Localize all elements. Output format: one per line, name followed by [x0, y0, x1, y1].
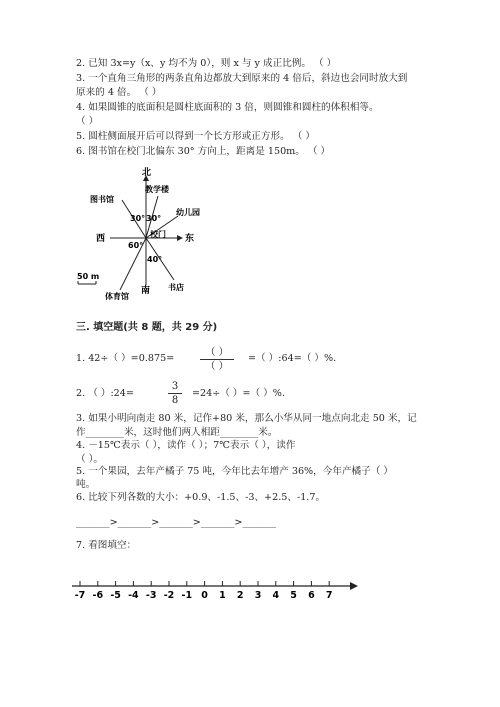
- number-line-label: -5: [110, 590, 121, 601]
- number-line-label: -7: [74, 590, 86, 601]
- judge-q4-line2: （ ）: [76, 116, 99, 127]
- fill-q2-denominator: 8: [171, 395, 179, 406]
- fill-q7: 7. 看图填空：: [76, 540, 137, 551]
- fill-q1-numerator: （ ）: [205, 347, 229, 358]
- number-line-label: -4: [128, 590, 139, 601]
- number-line-label: 6: [308, 590, 315, 601]
- number-line-label: -1: [181, 590, 193, 601]
- fill-q1-fraction: [200, 347, 234, 372]
- angle-40: 40°: [147, 255, 163, 264]
- fill-q2-numerator: 3: [171, 381, 179, 392]
- label-south: 南: [141, 286, 151, 296]
- judge-q6: 6. 图书馆在校门北偏东 30° 方向上，距离是 150m。 （ ）: [76, 146, 331, 157]
- fill-q6-blanks: _______>_______>_______>_______>_______: [76, 517, 277, 528]
- label-teaching: 教学楼: [145, 185, 169, 194]
- fill-q5-line1: 5. 一个果园，去年产橘子 75 吨，今年比去年增产 36%，今年产橘子（ ）: [76, 466, 393, 477]
- number-line: [0, 572, 500, 612]
- fill-q3-line1: 3. 如果小明向南走 80 米，记作+80 米，那么小华从同一地点向北走 50 米，记: [76, 413, 417, 424]
- number-line-label: -3: [145, 590, 157, 601]
- section-title: 三. 填空题(共 8 题，共 29 分): [76, 322, 218, 333]
- fill-q3-line2: 作________米，这时他们两人相距________米。: [76, 427, 278, 438]
- fill-q5-line2: 吨。: [76, 479, 96, 490]
- fill-q4-line2: （ ）。: [76, 454, 104, 465]
- label-bookstore: 书店: [168, 283, 184, 292]
- number-line-label: 7: [325, 590, 333, 601]
- label-kindergarten: 幼儿园: [176, 208, 200, 217]
- fill-q4-line1: 4. －15℃表示（ ），读作（ ）；7℃表示（ ），读作: [76, 440, 296, 451]
- judge-q5: 5. 圆柱侧面展开后可以得到一个长方形或正方形。 （ ）: [76, 131, 315, 142]
- judge-q4-line1: 4. 如果圆锥的底面积是圆柱底面积的 3 倍，则圆锥和圆柱的体积相等。: [76, 102, 379, 113]
- number-line-label: 4: [272, 590, 280, 601]
- number-line-arrow: [350, 582, 358, 590]
- fill-q1-denominator: （ ）: [205, 361, 229, 372]
- number-line-label: 3: [254, 590, 262, 601]
- fill-q2-right: =24÷（ ）=（ ）%.: [192, 388, 285, 399]
- number-line-label: 5: [290, 590, 297, 601]
- judge-q2: 2. 已知 3x=y（x、y 均不为 0），则 x 与 y 成正比例。 （ ）: [76, 58, 337, 69]
- number-line-label: 0: [201, 590, 208, 601]
- fill-q2-fraction: [168, 381, 182, 406]
- fill-q6: 6. 比较下列各数的大小：+0.9、-1.5、-3、+2.5、-1.7。: [76, 492, 326, 503]
- number-line-label: -2: [163, 590, 175, 601]
- label-gym: 体育馆: [105, 292, 129, 301]
- label-east: 东: [185, 234, 195, 244]
- judge-q3-line1: 3. 一个直角三角形的两条直角边都放大到原来的 4 倍后，斜边也会同时放大到: [76, 73, 408, 84]
- label-west: 西: [96, 234, 106, 244]
- label-north: 北: [142, 168, 152, 178]
- fill-q2-left: 2. （ ）:24=: [76, 388, 134, 399]
- label-scale: 50 m: [77, 272, 100, 281]
- angle-60: 60°: [128, 241, 144, 250]
- number-line-label: 2: [236, 590, 244, 601]
- judge-q3-line2: 原来的 4 倍。 （ ）: [76, 87, 162, 98]
- angle-30-a: 30°: [130, 214, 146, 223]
- number-line-label: 1: [219, 590, 226, 601]
- number-line-label: -6: [92, 590, 104, 601]
- fill-q1-left: 1. 42÷（ ）=0.875=: [76, 353, 175, 364]
- label-gate: 校门: [150, 230, 166, 239]
- fill-q1-right: =（ ）:64=（ ）%.: [248, 353, 337, 364]
- angle-30-b: 30°: [146, 214, 162, 223]
- label-library: 图书馆: [90, 195, 114, 204]
